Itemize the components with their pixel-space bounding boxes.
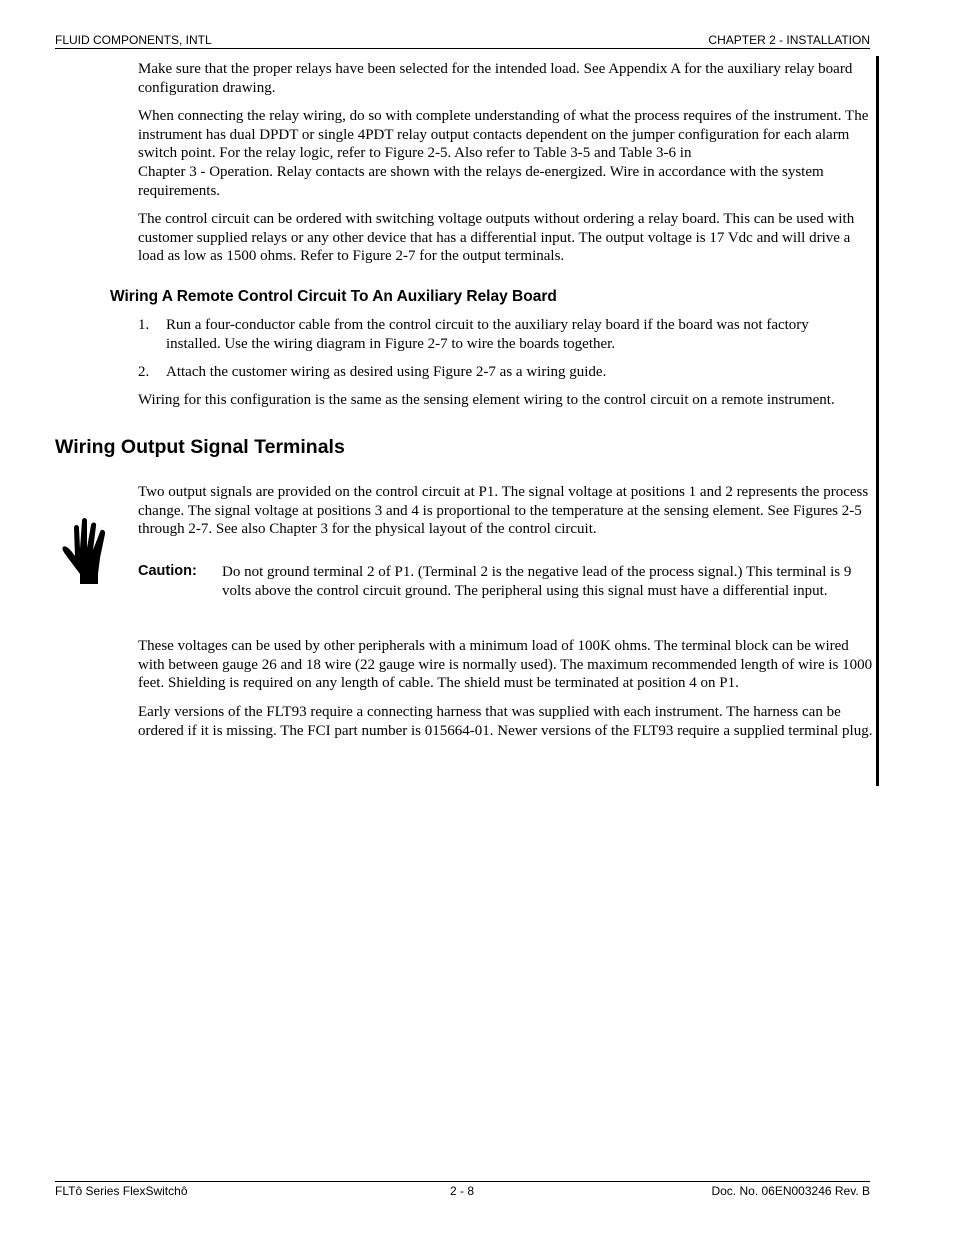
paragraph-relay-wiring: When connecting the relay wiring, do so with complete understanding of what the process requires of the instrument. The instrument has dual DPDT or single 4PDT relay output contacts dependent on the jumper configuration for each alarm switch point. For the relay logic, refer to Figure 2-5. Also refer to Table 3-5 and Table 3-6 in: [138, 108, 869, 162]
paragraph-relay-selection: Make sure that the proper relays have been selected for the intended load. See Appendix A for the auxiliary relay board configuration drawing.: [138, 61, 853, 96]
heading-output-signal-terminals: Wiring Output Signal Terminals: [55, 436, 345, 458]
footer-page-number: 2 - 8: [450, 1184, 475, 1198]
footer-doc-number: Doc. No. 06EN003246 Rev. B: [711, 1184, 870, 1198]
list-item-number: 2.: [138, 364, 150, 380]
revision-change-bar: [876, 56, 879, 786]
paragraph-harness: Early versions of the FLT93 require a connecting harness that was supplied with each instrument. The harness can be ordered if it is missing. The FCI part number is 015664-01. Newer versions of the FLT93 require a supplied terminal plug.: [138, 704, 873, 739]
paragraph-relay-wiring-cont: Chapter 3 - Operation. Relay contacts are shown with the relays de-energized. Wire in accordance with the system requirements.: [138, 164, 824, 199]
footer-product: FLTô Series FlexSwitchô: [55, 1184, 188, 1198]
paragraph-switching-voltage: The control circuit can be ordered with switching voltage outputs without ordering a relay board. This can be used with customer supplied relays or any other device that has a differential input. The output voltage is 17 Vdc and will drive a load as low as 1500 ohms. Refer to Figure 2-7 for the output terminals.: [138, 211, 855, 265]
caution-text: Do not ground terminal 2 of P1. (Terminal 2 is the negative lead of the process signal.) This terminal is 9 volts above the control circuit ground. The peripheral using this signal must have a differential input.: [222, 564, 852, 599]
heading-remote-control-circuit: Wiring A Remote Control Circuit To An Auxiliary Relay Board: [110, 288, 557, 305]
paragraph-output-signals: Two output signals are provided on the control circuit at P1. The signal voltage at positions 1 and 2 represents the process change. The signal voltage at positions 3 and 4 is proportional to the temperature at the sensing element. See Figures 2-5 through 2-7. See also Chapter 3 for the physical layout of the control circuit.: [138, 484, 869, 538]
header-company: FLUID COMPONENTS, INTL: [55, 33, 212, 47]
page-footer: [55, 1181, 870, 1200]
caution-label: Caution:: [138, 563, 197, 579]
list-item-number: 1.: [138, 317, 150, 333]
paragraph-peripherals: These voltages can be used by other peripherals with a minimum load of 100K ohms. The terminal block can be wired with between gauge 26 and 18 wire (22 gauge wire is normally used). The maximum recommended length of wire is 1000 feet. Shielding is required on any length of cable. The shield must be terminated at position 4 on P1.: [138, 638, 873, 692]
list-item-text: Run a four-conductor cable from the control circuit to the auxiliary relay board if the board was not factory installed. Use the wiring diagram in Figure 2-7 to wire the boards together.: [166, 317, 809, 352]
list-item-text: Attach the customer wiring as desired using Figure 2-7 as a wiring guide.: [166, 364, 607, 380]
page-header: [55, 32, 870, 49]
header-chapter: CHAPTER 2 - INSTALLATION: [708, 33, 870, 47]
hand-stop-icon: [58, 518, 112, 586]
paragraph-remote-wiring: Wiring for this configuration is the same as the sensing element wiring to the control circuit on a remote instrument.: [138, 392, 835, 408]
